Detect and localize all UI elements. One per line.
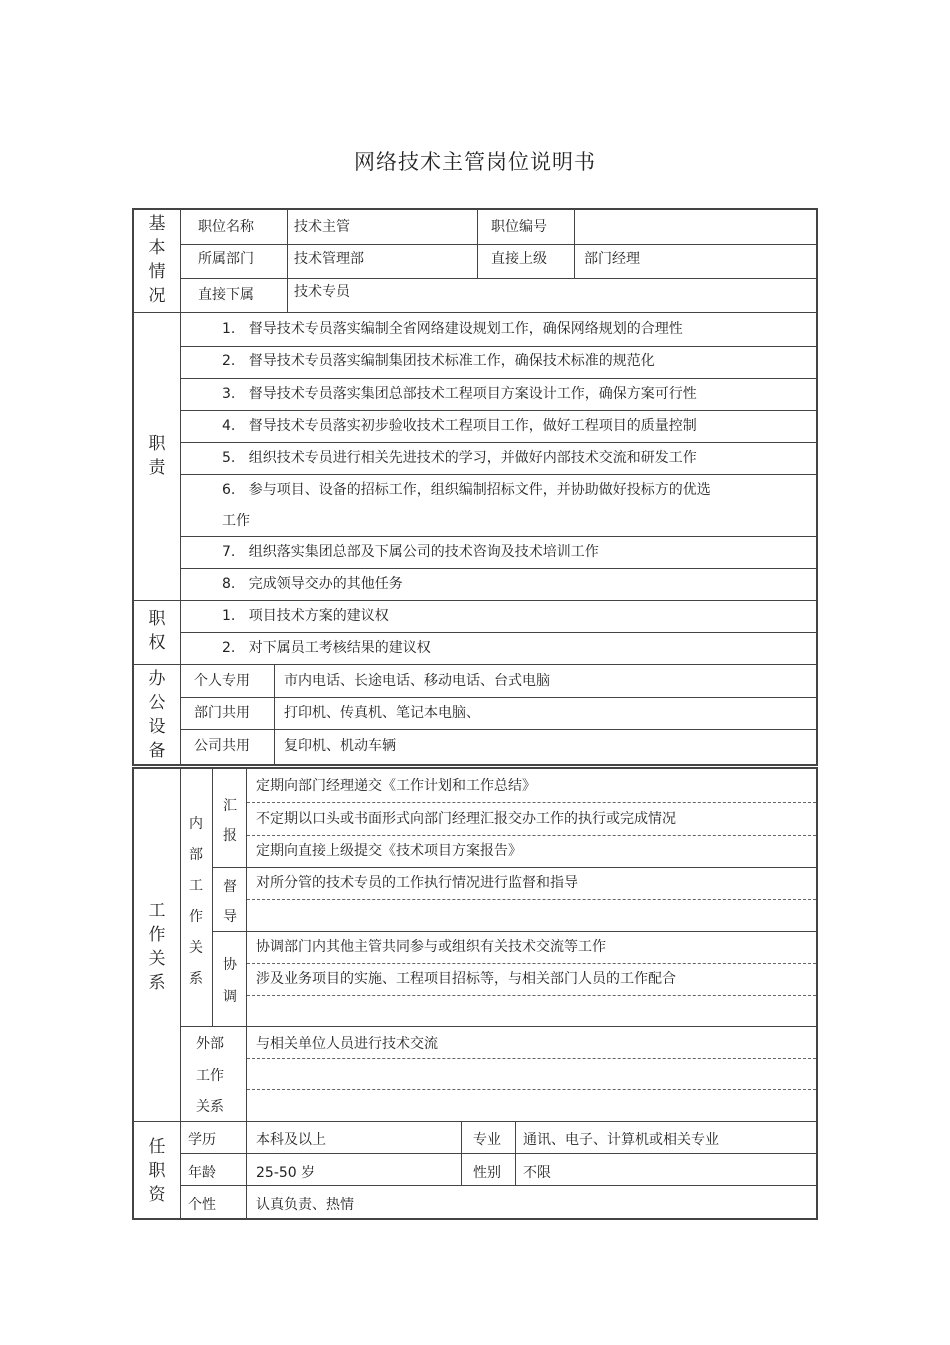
gender-label: 性别 xyxy=(473,1165,501,1181)
section-duties: 职责 xyxy=(148,434,166,478)
office-label: 个人专用 xyxy=(194,673,250,689)
major-label: 专业 xyxy=(473,1132,501,1148)
edu-value: 本科及以上 xyxy=(256,1132,326,1148)
office-label: 公司共用 xyxy=(194,738,250,754)
coord-item: 涉及业务项目的实施、工程项目招标等，与相关部门人员的工作配合 xyxy=(256,971,676,987)
personality-value: 认真负责、热情 xyxy=(256,1197,354,1213)
duty-item: 8. 完成领导交办的其他任务 xyxy=(222,576,403,592)
dept-value: 技术管理部 xyxy=(294,251,364,267)
external-label: 工作 xyxy=(196,1068,224,1084)
superior-value: 部门经理 xyxy=(584,251,640,267)
external-label: 外部 xyxy=(196,1036,224,1052)
report-label: 汇报 xyxy=(223,798,237,844)
age-label: 年龄 xyxy=(188,1165,216,1181)
code-label: 职位编号 xyxy=(491,219,547,235)
office-value: 复印机、机动车辆 xyxy=(284,738,396,754)
section-basic: 基本情况 xyxy=(148,214,166,306)
supervise-label: 督导 xyxy=(223,879,237,925)
report-item: 定期向部门经理递交《工作计划和工作总结》 xyxy=(256,778,536,794)
internal-label: 内部工作关系 xyxy=(189,816,203,987)
section-work: 工作关系 xyxy=(148,901,166,993)
section-authority: 职权 xyxy=(148,609,166,653)
duty-item-continued: 工作 xyxy=(222,513,250,529)
subordinate-value: 技术专员 xyxy=(294,284,350,300)
job-table-lower xyxy=(132,767,818,1220)
gender-value: 不限 xyxy=(523,1165,551,1181)
superior-label: 直接上级 xyxy=(491,251,547,267)
authority-item: 1. 项目技术方案的建议权 xyxy=(222,608,389,624)
duty-item: 6. 参与项目、设备的招标工作，组织编制招标文件，并协助做好投标方的优选 xyxy=(222,482,711,498)
external-item: 与相关单位人员进行技术交流 xyxy=(256,1036,438,1052)
page-title: 网络技术主管岗位说明书 xyxy=(354,150,596,174)
duty-item: 7. 组织落实集团总部及下属公司的技术咨询及技术培训工作 xyxy=(222,544,599,560)
duty-item: 1. 督导技术专员落实编制全省网络建设规划工作，确保网络规划的合理性 xyxy=(222,321,683,337)
duty-item: 3. 督导技术专员落实集团总部技术工程项目方案设计工作，确保方案可行性 xyxy=(222,386,697,402)
external-label: 关系 xyxy=(196,1099,224,1115)
office-value: 打印机、传真机、笔记本电脑、 xyxy=(284,705,480,721)
office-value: 市内电话、长途电话、移动电话、台式电脑 xyxy=(284,673,550,689)
duty-item: 4. 督导技术专员落实初步验收技术工程项目工作，做好工程项目的质量控制 xyxy=(222,418,697,434)
job-table-upper xyxy=(132,208,818,766)
supervise-item: 对所分管的技术专员的工作执行情况进行监督和指导 xyxy=(256,875,578,891)
duty-item: 2. 督导技术专员落实编制集团技术标准工作，确保技术标准的规范化 xyxy=(222,353,655,369)
age-value: 25-50 岁 xyxy=(256,1165,316,1181)
edu-label: 学历 xyxy=(188,1132,216,1148)
section-office: 办公设备 xyxy=(148,669,166,761)
major-value: 通讯、电子、计算机或相关专业 xyxy=(523,1132,719,1148)
coord-item: 协调部门内其他主管共同参与或组织有关技术交流等工作 xyxy=(256,939,606,955)
report-item: 不定期以口头或书面形式向部门经理汇报交办工作的执行或完成情况 xyxy=(256,811,676,827)
coord-label: 协调 xyxy=(223,957,237,1005)
dept-label: 所属部门 xyxy=(198,251,254,267)
personality-label: 个性 xyxy=(188,1197,216,1213)
section-qualifications: 任职资 xyxy=(148,1137,166,1205)
office-label: 部门共用 xyxy=(194,705,250,721)
position-label: 职位名称 xyxy=(198,219,254,235)
subordinate-label: 直接下属 xyxy=(198,287,254,303)
position-value: 技术主管 xyxy=(294,219,350,235)
duty-item: 5. 组织技术专员进行相关先进技术的学习，并做好内部技术交流和研发工作 xyxy=(222,450,697,466)
report-item: 定期向直接上级提交《技术项目方案报告》 xyxy=(256,843,522,859)
authority-item: 2. 对下属员工考核结果的建议权 xyxy=(222,640,431,656)
